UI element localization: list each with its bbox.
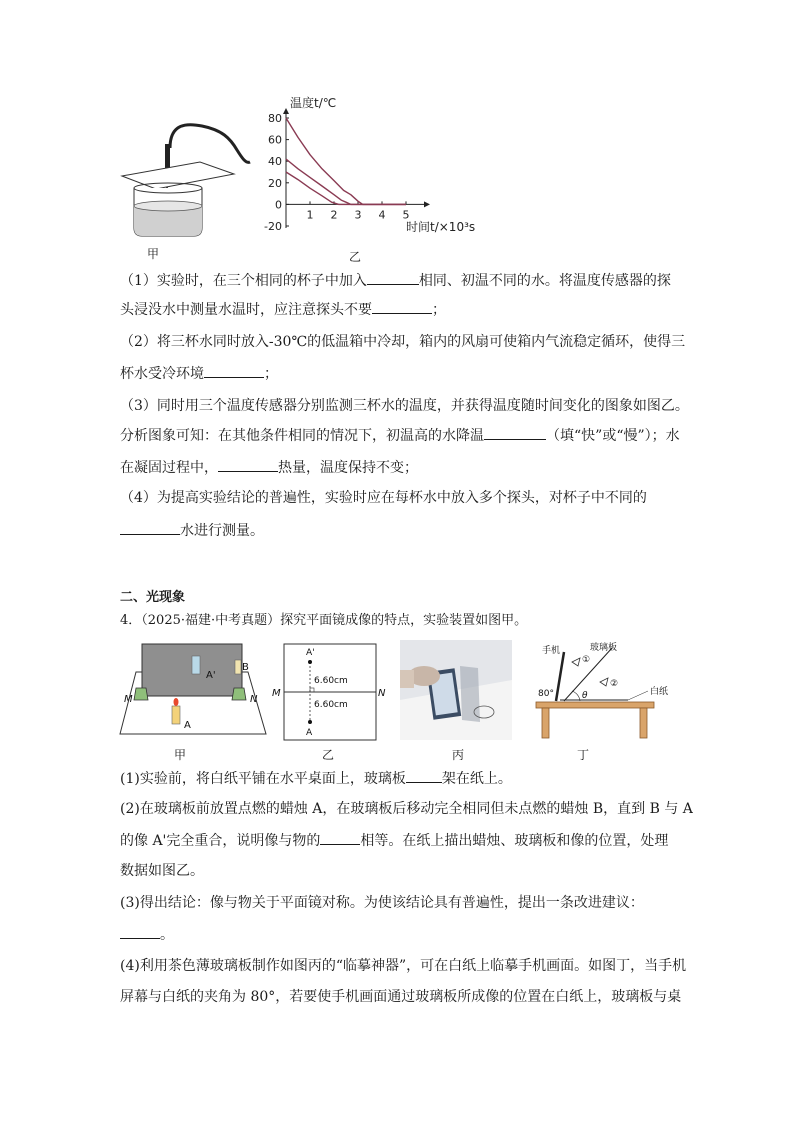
label-a: A <box>184 720 191 731</box>
chart-ytick-label: -20 <box>264 220 282 233</box>
label-n: N <box>378 688 386 699</box>
chart-series-line-2 <box>286 159 406 204</box>
p4-s3-line2 <box>120 924 174 945</box>
q1-text-a: （1）实验时，在三个相同的杯子中加入 <box>120 273 367 289</box>
answer-blank[interactable] <box>367 270 419 285</box>
distance-upper: 6.60cm <box>314 676 348 686</box>
distance-lower: 6.60cm <box>314 700 348 710</box>
label-m: M <box>124 694 133 705</box>
chart-series-line-1 <box>286 118 406 204</box>
p4-s3-line1: (3)得出结论：像与物关于平面镜对称。为使该结论具有普遍性，提出一条改进建议： <box>120 895 644 911</box>
fig2-caption-jia: 甲 <box>173 748 186 762</box>
answer-blank[interactable] <box>204 363 264 378</box>
chart-ylabel: 温度t/℃ <box>290 96 337 110</box>
label-circle-2: ② <box>610 679 619 689</box>
answer-blank[interactable] <box>120 924 160 939</box>
p4-s2-text-a: 的像 A'完全重合，说明像与物的 <box>120 833 321 849</box>
chart-ytick-label: 20 <box>268 176 282 190</box>
chart-xtick-label: 5 <box>402 208 410 222</box>
q1-line1 <box>120 270 671 291</box>
chart-y-arrow <box>283 108 289 114</box>
label-a-prime: A' <box>306 648 315 658</box>
q1-text-c: 头浸没水中测量水温时，应注意探头不要 <box>120 302 372 318</box>
fig1-caption-jia: 甲 <box>146 247 159 261</box>
answer-blank[interactable] <box>406 768 442 783</box>
q1-text-d: ； <box>432 302 446 318</box>
chart-series-line-3 <box>286 172 406 204</box>
chart-ytick-label: 0 <box>275 198 282 212</box>
p4-s2-line3: 数据如图乙。 <box>120 863 204 879</box>
p4-s2-text-b: 相等。在纸上描出蜡烛、玻璃板和像的位置，处理 <box>360 833 669 849</box>
q2-text-a: 杯水受冷环境 <box>120 366 204 382</box>
beaker-diagram <box>112 118 252 246</box>
fig2-caption-yi: 乙 <box>321 748 334 762</box>
q4-line2 <box>120 520 264 541</box>
p4-s1-text-a: (1)实验前，将白纸平铺在水平桌面上，玻璃板 <box>120 771 406 787</box>
label-m: M <box>272 688 281 699</box>
chart-xlabel: 时间t/×10³s <box>406 220 476 234</box>
q2-line2 <box>120 363 278 384</box>
p4-s4-line1: (4)利用茶色薄玻璃板制作如图丙的“临摹神器”，可在白纸上临摹手机画面。如图丁，当手机 <box>120 958 687 974</box>
p4-s2-line1: (2)在玻璃板前放置点燃的蜡烛 A，在玻璃板后移动完全相同但未点燃的蜡烛 B，直到 B 与 A <box>120 801 693 817</box>
problem4-intro: 4．（2025·福建·中考真题）探究平面镜成像的特点，实验装置如图甲。 <box>120 613 528 628</box>
chart-xtick-label: 3 <box>354 208 362 222</box>
section-title: 二、光现象 <box>120 590 186 605</box>
q3-line1: （3）同时用三个温度传感器分别监测三杯水的温度，并获得温度随时间变化的图象如图乙。 <box>120 398 689 414</box>
answer-blank[interactable] <box>218 457 278 472</box>
label-paper: 白纸 <box>650 687 669 697</box>
angle-diagram <box>520 640 680 740</box>
chart-ytick-label: 80 <box>268 112 282 125</box>
chart-xtick-label: 4 <box>378 208 386 222</box>
q3-text-d: 热量，温度保持不变； <box>278 460 418 476</box>
label-circle-1: ① <box>582 655 591 665</box>
fig2-caption-ding: 丁 <box>576 748 589 762</box>
q4-line1: （4）为提高实验结论的普遍性，实验时应在每杯水中放入多个探头，对杯子中不同的 <box>120 490 647 506</box>
temperature-chart <box>258 96 483 241</box>
label-n: N <box>250 694 258 705</box>
fig1-caption-yi: 乙 <box>348 250 361 264</box>
label-angle-80: 80° <box>538 689 554 699</box>
measurement-diagram <box>270 642 390 742</box>
chart-ytick-label: 60 <box>268 133 282 147</box>
label-a: A <box>306 728 313 738</box>
q2-line1: （2）将三杯水同时放入-30℃的低温箱中冷却，箱内的风扇可使箱内气流稳定循环，使得三 <box>120 334 686 350</box>
answer-blank[interactable] <box>320 830 360 845</box>
q3-line2 <box>120 425 680 446</box>
label-theta: θ <box>582 691 588 701</box>
p4-s1 <box>120 768 512 789</box>
answer-blank[interactable] <box>484 425 546 440</box>
p4-s3-text-b: 。 <box>160 927 174 943</box>
chart-xtick-label: 2 <box>330 208 338 222</box>
label-glass: 玻璃板 <box>590 643 618 653</box>
p4-s1-text-b: 架在纸上。 <box>441 771 512 787</box>
fig2-caption-bing: 丙 <box>451 748 464 762</box>
q1-line2 <box>120 299 446 320</box>
q1-text-b: 相同、初温不同的水。将温度传感器的探 <box>418 273 671 289</box>
label-b: B <box>242 662 249 673</box>
q3-text-a: 分析图象可知：在其他条件相同的情况下，初温高的水降温 <box>120 428 484 444</box>
mirror-setup-diagram <box>118 642 268 742</box>
q3-text-c: 在凝固过程中， <box>120 460 218 476</box>
answer-blank[interactable] <box>372 299 432 314</box>
q4-text-b: 水进行测量。 <box>180 523 264 539</box>
answer-blank[interactable] <box>120 520 180 535</box>
q3-text-b: （填“快”或“慢”）；水 <box>546 428 680 444</box>
p4-s2-line2 <box>120 830 668 851</box>
chart-x-arrow <box>424 201 430 207</box>
tracing-photo <box>400 640 512 740</box>
q3-line3 <box>120 457 418 478</box>
chart-ytick-label: 40 <box>268 155 282 169</box>
p4-s4-line2: 屏幕与白纸的夹角为 80°，若要使手机画面通过玻璃板所成像的位置在白纸上，玻璃板与桌 <box>120 989 682 1005</box>
chart-xtick-label: 1 <box>306 208 314 222</box>
q2-text-b: ； <box>264 366 278 382</box>
label-a-prime: A' <box>206 670 216 681</box>
label-phone: 手机 <box>542 646 561 656</box>
